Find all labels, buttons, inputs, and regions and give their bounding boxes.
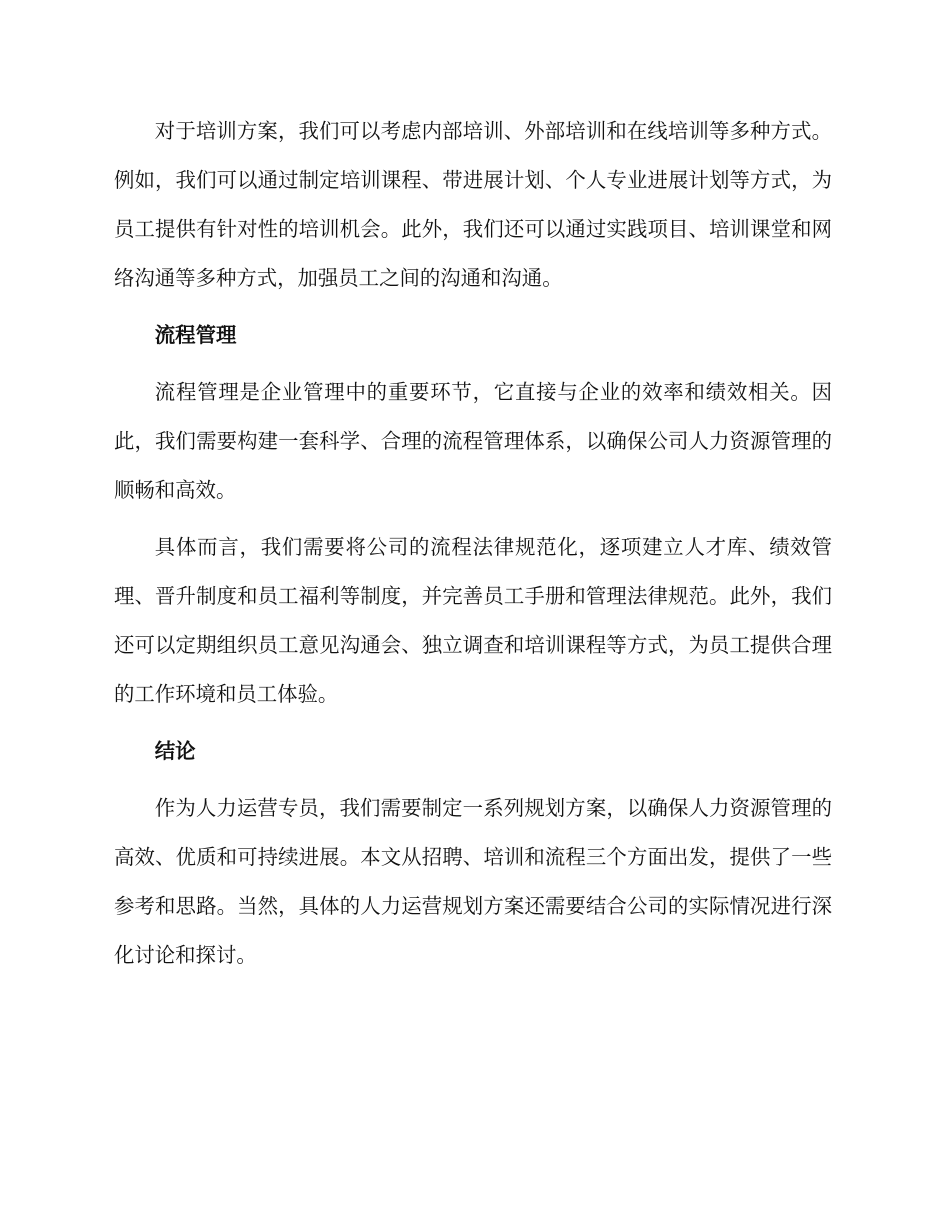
section-heading-conclusion: 结论	[154, 739, 196, 763]
section-heading-process-management: 流程管理	[154, 323, 237, 347]
document-body	[114, 107, 832, 988]
process-management-paragraph-2: 具体而言，我们需要将公司的流程法律规范化，逐项建立人才库、绩效管理、晋升制度和员工福利等制度，并完善员工手册和管理法律规范。此外，我们还可以定期组织员工意见沟通会、独立调查和培训课程等方式，为员工提供合理的工作环境和员工体验。	[114, 535, 832, 706]
conclusion-paragraph: 作为人力运营专员，我们需要制定一系列规划方案，以确保人力资源管理的高效、优质和可持续进展。本文从招聘、培训和流程三个方面出发，提供了一些参考和思路。当然，具体的人力运营规划方案还需要结合公司的实际情况进行深化讨论和探讨。	[114, 796, 832, 967]
process-management-paragraph-1: 流程管理是企业管理中的重要环节，它直接与企业的效率和绩效相关。因此，我们需要构建一套科学、合理的流程管理体系，以确保公司人力资源管理的顺畅和高效。	[114, 380, 832, 502]
intro-paragraph: 对于培训方案，我们可以考虑内部培训、外部培训和在线培训等多种方式。例如，我们可以通过制定培训课程、带进展计划、个人专业进展计划等方式，为员工提供有针对性的培训机会。此外，我们还可以通过实践项目、培训课堂和网络沟通等多种方式，加强员工之间的沟通和沟通。	[114, 119, 832, 290]
